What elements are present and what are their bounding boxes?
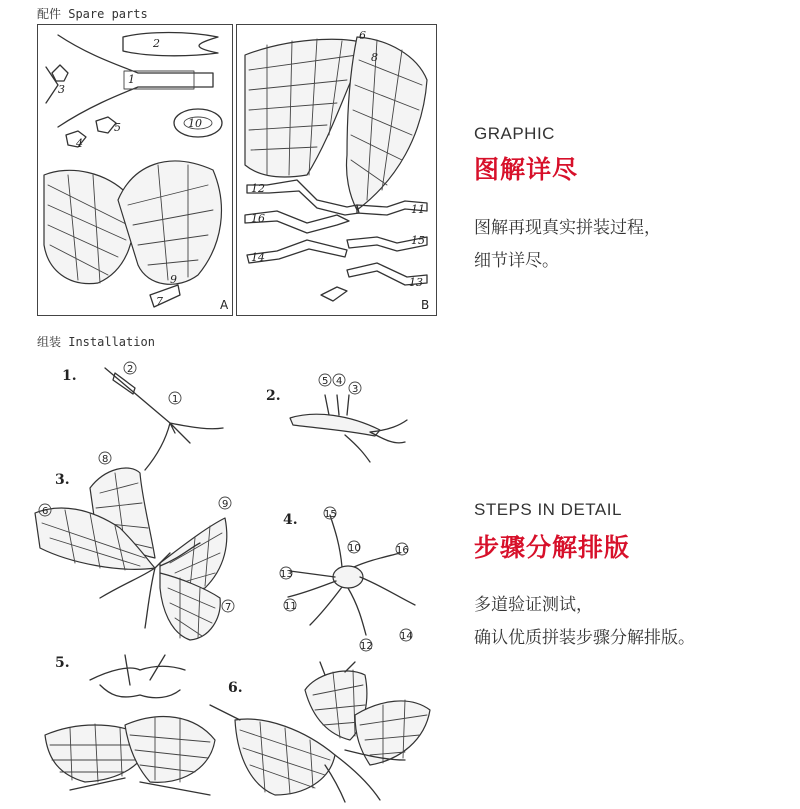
step-4-drawing — [270, 505, 425, 655]
steps-desc-line-2: 确认优质拼装步骤分解排版。 — [474, 628, 695, 648]
step-2-diagram — [285, 370, 410, 465]
step-4-part-14: 14 — [400, 631, 413, 642]
step-5-number: 5. — [55, 655, 70, 671]
part-label-7: 7 — [156, 295, 163, 308]
sheet-b-corner-label: B — [421, 298, 430, 312]
step-3-number: 3. — [55, 472, 70, 488]
step-3-part-7: 7 — [225, 602, 232, 613]
installation-title: 组装 Installation — [37, 335, 155, 349]
part-label-10: 10 — [188, 117, 202, 130]
step-5-drawing — [30, 650, 230, 800]
step-5-diagram — [30, 650, 230, 800]
step-4-diagram — [270, 505, 425, 655]
step-6-drawing — [205, 660, 435, 805]
step-3-drawing — [30, 448, 250, 648]
parts-sheet-b-drawing — [237, 25, 436, 315]
steps-heading-cn: 步骤分解排版 — [474, 533, 631, 562]
graphic-heading-cn: 图解详尽 — [474, 155, 579, 184]
part-label-12: 12 — [251, 182, 265, 195]
step-2-part-3: 3 — [352, 384, 359, 395]
step-2-part-5: 5 — [322, 376, 329, 387]
spare-parts-title: 配件 Spare parts — [37, 7, 148, 21]
step-3-diagram — [30, 448, 250, 648]
part-label-15: 15 — [411, 234, 425, 247]
step-4-part-15: 15 — [324, 509, 337, 520]
step-4-part-13: 13 — [280, 569, 293, 580]
steps-description — [474, 589, 695, 655]
step-4-part-10: 10 — [348, 543, 361, 554]
step-1-number: 1. — [62, 368, 77, 384]
graphic-heading-en: GRAPHIC — [474, 124, 555, 143]
part-label-2: 2 — [153, 37, 160, 50]
step-3-part-6: 6 — [42, 506, 49, 517]
part-label-8: 8 — [371, 51, 378, 64]
part-label-16: 16 — [251, 212, 265, 225]
part-label-5: 5 — [114, 121, 121, 134]
graphic-description — [474, 212, 661, 278]
part-label-4: 4 — [76, 137, 83, 150]
step-6-number: 6. — [228, 680, 243, 696]
step-2-number: 2. — [266, 388, 281, 404]
part-label-3: 3 — [58, 83, 65, 96]
steps-heading-en: STEPS IN DETAIL — [474, 500, 622, 519]
parts-sheet-b — [236, 24, 437, 316]
part-label-11: 11 — [411, 203, 425, 216]
part-label-14: 14 — [251, 251, 265, 264]
part-label-6: 6 — [359, 29, 366, 42]
step-4-part-16: 16 — [396, 545, 409, 556]
step-6-diagram — [205, 660, 435, 805]
step-1-part-2: 2 — [127, 364, 134, 375]
parts-sheet-a — [37, 24, 233, 316]
part-label-9: 9 — [170, 273, 177, 286]
step-4-number: 4. — [283, 512, 298, 528]
steps-desc-line-1: 多道验证测试， — [474, 595, 593, 615]
step-3-part-9: 9 — [222, 499, 229, 510]
step-1-part-1: 1 — [172, 394, 179, 405]
step-4-part-11: 11 — [284, 601, 297, 612]
sheet-a-corner-label: A — [220, 298, 229, 312]
step-2-part-4: 4 — [336, 376, 343, 387]
step-4-part-12: 12 — [360, 641, 373, 652]
step-3-part-8: 8 — [102, 454, 109, 465]
part-label-13: 13 — [409, 276, 423, 289]
parts-sheet-a-drawing — [38, 25, 232, 315]
step-2-drawing — [285, 370, 410, 465]
graphic-desc-line-1: 图解再现真实拼装过程， — [474, 218, 661, 238]
graphic-desc-line-2: 细节详尽。 — [474, 251, 559, 271]
part-label-1: 1 — [128, 73, 135, 86]
